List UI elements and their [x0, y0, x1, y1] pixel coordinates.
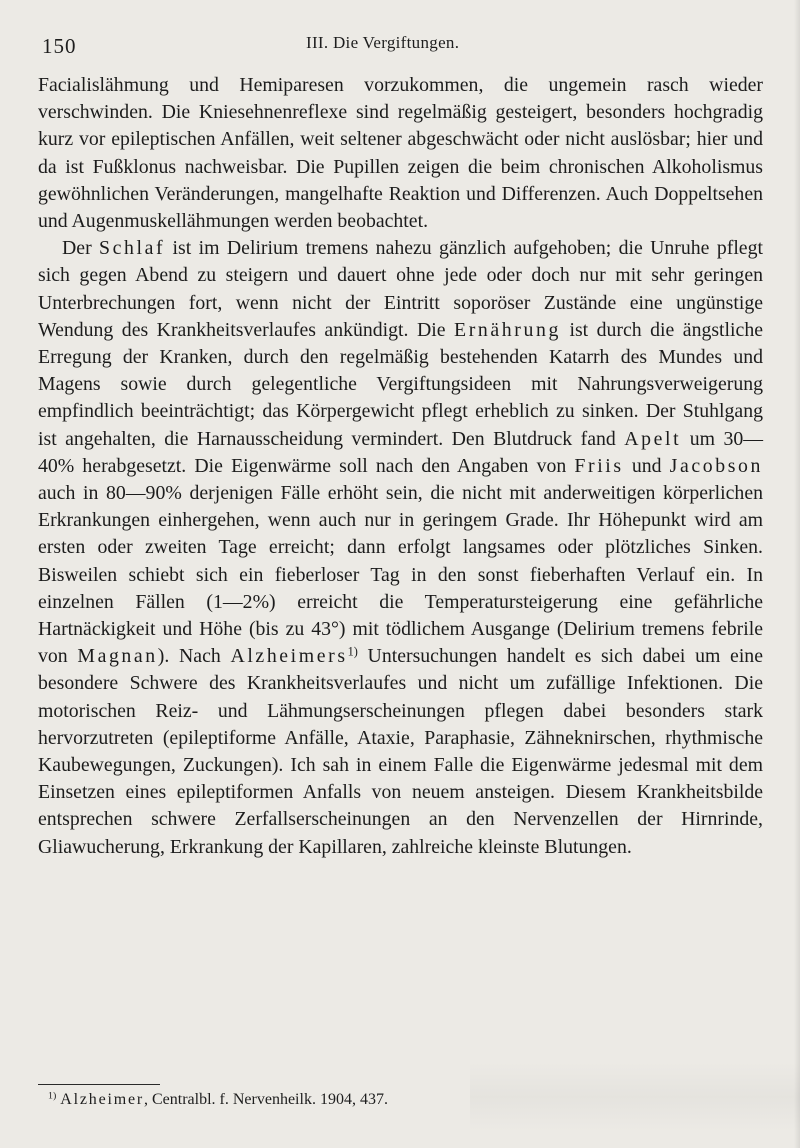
- author-name-magnan: Magnan: [77, 645, 158, 668]
- footnote-author: Alzheimer: [60, 1091, 144, 1108]
- paragraph-1: Facialislähmung und Hemiparesen vorzukommen, die ungemein rasch wieder verschwinden. Die Kniesehnenreflexe sind regelmäßig gesteigert, besonders hochgradig kurz vor epileptischen Anfällen, weit seltener abgeschwächt oder nicht auslösbar; hier und da ist Fußklonus nachweisbar. Die Pupillen zeigen die beim chronischen Alkoholismus gewöhnlichen Veränderungen, mangelhafte Reaktion und Differenzen. Auch Doppeltsehen und Augenmuskellähmungen werden beobachtet.: [38, 74, 763, 233]
- footnote: [48, 1091, 388, 1109]
- text-run: ist im Delirium tremens nahezu gänzlich aufgehoben; die Unruhe pflegt sich gegen Abend zu steigern und dauert ohne jede oder doch nur mit sehr geringen Unterbrechungen fort, wenn nicht der Eintritt soporöser Zustände eine ungünstige Wendung des Krankheitsverlaufes ankündigt. Die: [38, 237, 763, 341]
- text-run: Untersuchungen handelt es sich dabei um eine besondere Schwere des Krankheitsverlaufes und nicht um zufällige Infektionen. Die motorischen Reiz- und Lähmungserscheinungen pflegen dabei besonders stark hervorzutreten (epileptiforme Anfälle, Ataxie, Paraphasie, Zähneknirschen, rhythmische Kaubewegungen, Zuckungen). Ich sah in einem Falle die Eigenwärme jedesmal mit dem Einsetzen eines epileptiformen Anfalls von neuem ansteigen. Diesem Krankheitsbilde entsprechen schwere Zerfallserscheinungen an den Nervenzellen der Hirnrinde, Gliawucherung, Erkrankung der Kapillaren, zahlreiche kleinste Blutungen.: [38, 645, 763, 858]
- footnote-marker: 1): [48, 1090, 57, 1102]
- text-run: ). Nach: [157, 645, 231, 668]
- text-run: und: [623, 454, 670, 477]
- author-name-friis: Friis: [574, 454, 624, 477]
- text-run: um 30—40% herabgesetzt. Die Eigenwärme soll nach den Angaben von: [38, 427, 764, 477]
- text-run: ist durch die ängstliche Erregung der Kranken, durch den regelmäßig bestehenden Katarrh des Mundes und Magens sowie durch gelegentliche Vergiftungsideen mit Nahrungsverweigerung empfindlich beeinträchtigt; das Körpergewicht pflegt erheblich zu sinken. Der Stuhlgang ist angehalten, die Harnausscheidung vermindert. Den Blutdruck fand: [38, 318, 764, 450]
- page-header: [40, 30, 760, 60]
- term-ernaehrung: Ernährung: [454, 318, 561, 341]
- term-schlaf: Schlaf: [99, 237, 166, 260]
- bleed-through-shadow: [470, 1062, 800, 1132]
- author-name-apelt: Apelt: [624, 427, 682, 450]
- footnote-rule: [38, 1084, 160, 1085]
- text-run: Der: [62, 237, 100, 260]
- body-text: [38, 72, 763, 861]
- text-run: auch in 80—90% derjenigen Fälle erhöht sein, die nicht mit anderweitigen körperlichen Erkrankungen einhergehen, wenn auch nur in geringem Grade. Ihr Höhepunkt wird am ersten oder zweiten Tage erreicht; dann erfolgt langsames oder plötzliches Sinken. Bisweilen schiebt sich ein fieberloser Tag in den sonst fieberhaften Verlauf ein. In einzelnen Fällen (1—2%) erreicht die Temperatursteigerung eine gefährliche Hartnäckigkeit und Höhe (bis zu 43°) mit tödlichem Ausgange (Delirium tremens febrile von: [38, 482, 763, 668]
- running-head: III. Die Vergiftungen.: [306, 33, 460, 52]
- page-number: 150: [42, 34, 77, 58]
- author-name-jacobson: Jacobson: [669, 454, 763, 477]
- page-edge-shadow: [794, 0, 800, 1148]
- footnote-reference: 1): [347, 644, 358, 659]
- paragraph-2: [38, 235, 763, 861]
- author-name-alzheimer: Alzheimers: [230, 645, 348, 668]
- footnote-citation: , Centralbl. f. Nervenheilk. 1904, 437.: [144, 1091, 388, 1108]
